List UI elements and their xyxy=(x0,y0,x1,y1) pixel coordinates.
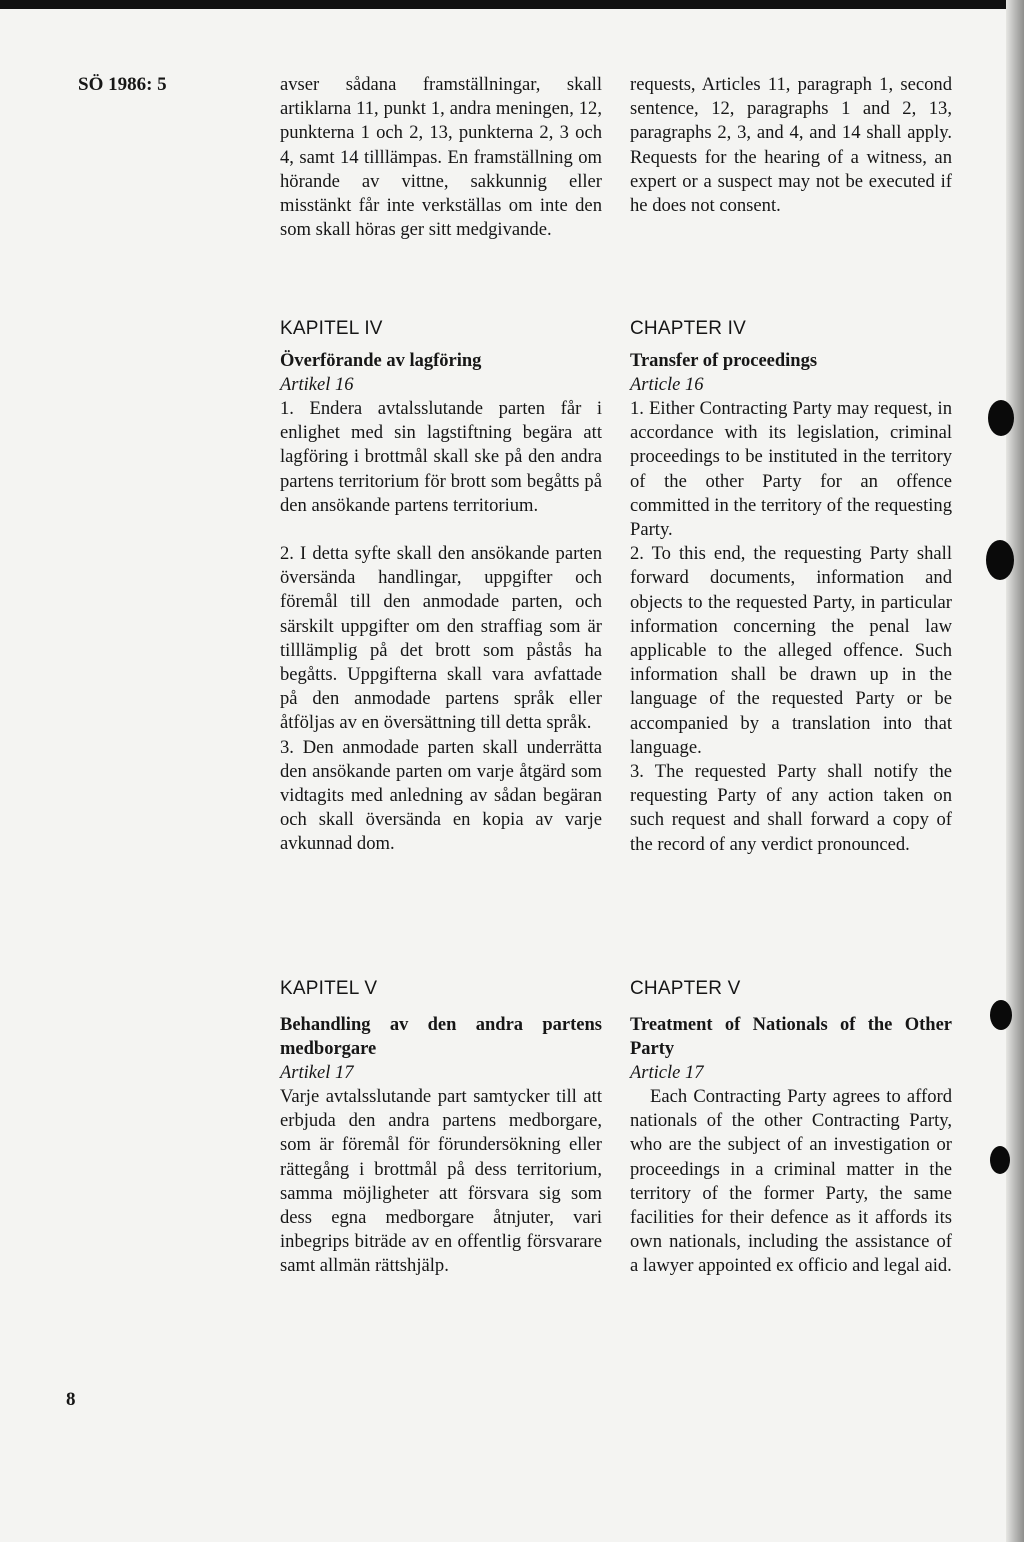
swedish-intro-text: avser sådana framställningar, skall artiklarna 11, punkt 1, andra meningen, 12, punkterna 1 och 2, 13, punkterna 2, 3 och 4, samt 14 tilllämpas. En framställning om hörande av vittne, sakkunnig eller misstänkt får inte verkställas om inte den som skall höras ger sitt medgivande. xyxy=(280,74,602,241)
paragraph: Varje avtalsslutande part samtycker till att erbjuda den andra partens medborgare, som är föremål för förundersökning eller rättegång i brottmål på dess territorium, samma möjligheter att försvara sig som dess egna medborgare åtnjuter, vari inbegrips biträde av en offentlig försvarare samt allmän rättshjälp. xyxy=(280,1086,602,1277)
chapter-title: KAPITEL IV xyxy=(280,318,383,339)
swedish-chapter-5 xyxy=(280,977,602,1279)
binding-hole-mark xyxy=(988,400,1014,436)
english-chapter-4 xyxy=(630,317,952,857)
chapter-title: CHAPTER IV xyxy=(630,318,747,339)
paragraph: 3. The requested Party shall notify the requesting Party of any action taken on such request and shall forward a copy of the record of any verdict pronounced. xyxy=(630,761,952,855)
english-intro-text: requests, Articles 11, paragraph 1, second sentence, 12, paragraphs 1 and 2, 13, paragraphs 2, 3, and 4, and 14 shall apply. Requests for the hearing of a witness, an expert or a suspect may not be executed if he does not consent. xyxy=(630,74,952,217)
document-reference: SÖ 1986: 5 xyxy=(78,74,167,95)
paragraph: 2. I detta syfte skall den ansökande parten översända handlingar, uppgifter och föremål till den anmodade parten, och särskilt uppgifter om den straffiag som är tilllämplig på det brott som påstås ha begåtts. Uppgifterna skall vara avfattade på den anmodade partens språk eller åtföljas av en översättning till detta språk. xyxy=(280,543,602,734)
section-heading: Behandling av den andra partens medborgare xyxy=(280,1015,602,1059)
page-edge-shadow xyxy=(1006,0,1024,1542)
page-number: 8 xyxy=(66,1389,76,1410)
binding-hole-mark xyxy=(990,1000,1012,1030)
chapter-title: CHAPTER V xyxy=(630,978,741,999)
section-heading: Överförande av lagföring xyxy=(280,351,482,371)
article-label: Artikel 16 xyxy=(280,375,354,395)
paragraph: 1. Either Contracting Party may request, in accordance with its legislation, criminal proceedings to be instituted in the territory of the other Party for an offence committed in the territory of the requesting Party. xyxy=(630,398,952,541)
section-heading: Transfer of proceedings xyxy=(630,351,818,371)
swedish-intro-block xyxy=(280,73,602,242)
binding-hole-mark xyxy=(986,540,1014,580)
paragraph: 3. Den anmodade parten skall underrätta den ansökande parten om varje åtgärd som vidtagits med anledning av sådan begäran och skall översända en kopia av varje avkunnad dom. xyxy=(280,736,602,855)
chapter-title: KAPITEL V xyxy=(280,978,378,999)
english-chapter-5 xyxy=(630,977,952,1279)
top-border xyxy=(0,0,1024,9)
paragraph: 1. Endera avtalsslutande parten får i enlighet med sin lagstiftning begära att lagföring i brottmål skall ske på den andra partens territorium för brott som begåtts på den ansökande partens territorium. xyxy=(280,398,602,516)
article-label: Article 17 xyxy=(630,1063,704,1083)
paragraph: Each Contracting Party agrees to afford nationals of the other Contracting Party, who are the subject of an investigation or proceedings in a criminal matter in the territory of the former Party, the same facilities for their defence as it affords its own nationals, including the assistance of a lawyer appointed ex officio and legal aid. xyxy=(630,1086,952,1277)
paragraph: 2. To this end, the requesting Party shall forward documents, information and objects to the requested Party, in particular information concerning the penal law applicable to the alleged offence. Such information shall be drawn up in the language of the requested Party or be accompanied by a translation into that language. xyxy=(630,543,952,758)
binding-hole-mark xyxy=(990,1146,1010,1174)
article-label: Artikel 17 xyxy=(280,1063,354,1083)
english-intro-block xyxy=(630,73,952,218)
section-heading: Treatment of Nationals of the Other Party xyxy=(630,1015,952,1059)
article-label: Article 16 xyxy=(630,375,704,395)
swedish-chapter-4 xyxy=(280,317,602,857)
